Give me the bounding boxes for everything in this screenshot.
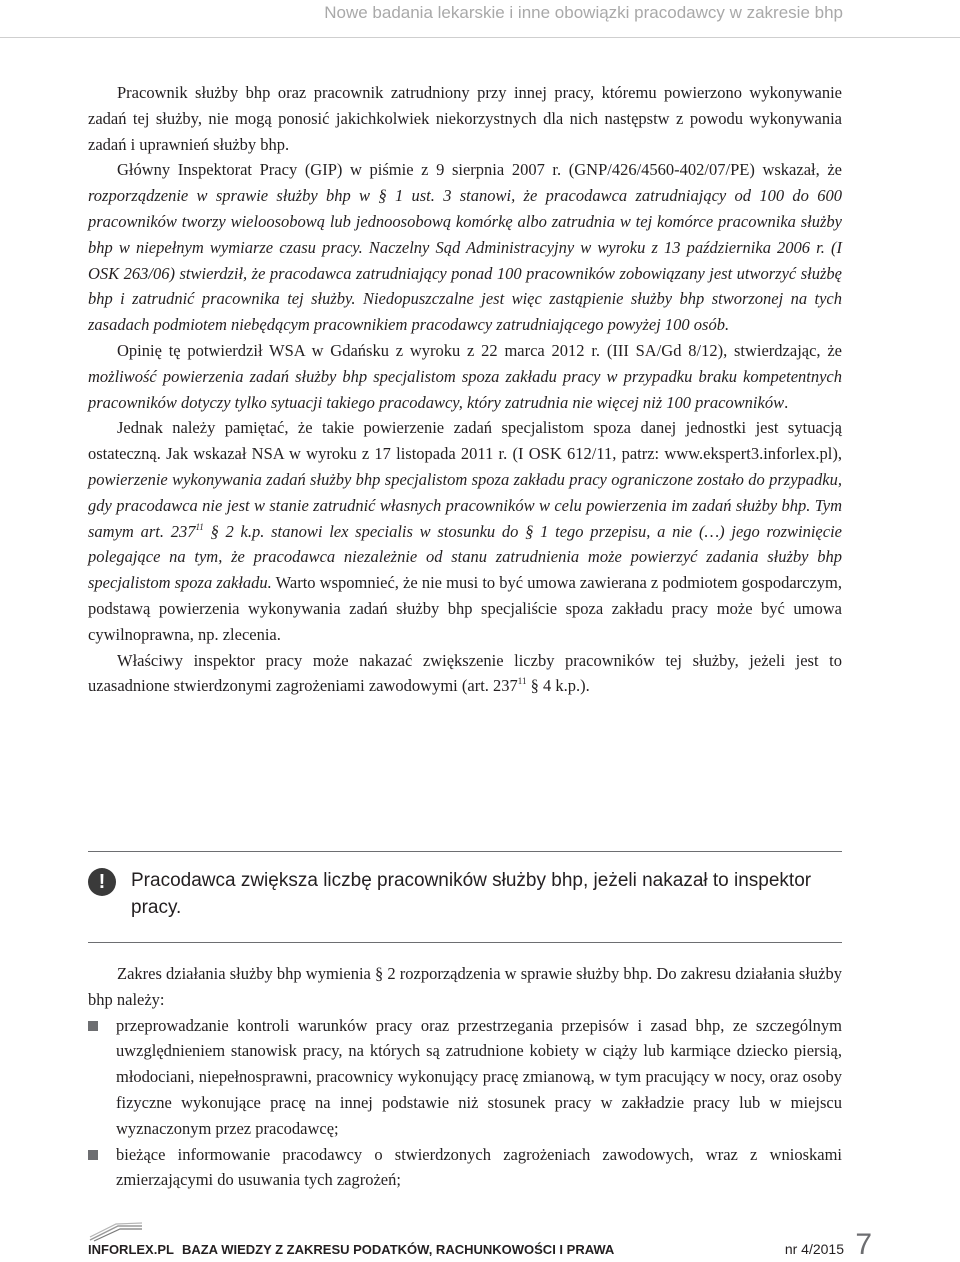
header-title: Nowe badania lekarskie i inne obowiązki pracodawcy w zakresie bhp xyxy=(324,3,843,22)
quote-italic: powierzenie wykonywania zadań służby bhp specjalistom spoza zakładu pracy ograniczone zostało do przypadku, gdy pracodawca nie jest w stanie zatrudnić własnych pracowników w celu powierzenia im zadań służby bhp. Tym samym art. 237 xyxy=(88,469,842,541)
list-item-text: przeprowadzanie kontroli warunków pracy oraz przestrzegania przepisów i zasad bhp, ze szczególnym uwzględnieniem stanowisk pracy, na których są zatrudnione kobiety w ciąży lub karmiące dziecko piersią, młodociani, niepełnosprawni, pracownicy wykonujący pracę zmianową, w tym pracujący w nocy, oraz osoby fizyczne wykonujące pracę na innej podstawie niż stosunek pracy w zakładzie pracy lub w miejscu wyznaczonym przez pracodawcę; xyxy=(116,1015,842,1138)
quote-italic: możliwość powierzenia zadań służby bhp specjalistom spoza zakładu pracy w przypadku braku kompetentnych pracowników dotyczy tylko sytuacji takiego pracodawcy, który zatrudnia nie więcej niż 100 pracowników xyxy=(88,366,842,412)
superscript: 11 xyxy=(517,676,527,687)
quote-italic: Naczelny Sąd Administracyjny w wyroku z 13 października 2006 r. (I OSK 263/06) stwierdził, że pracodawca zatrudniający ponad 100 pracowników zobowiązany jest utworzyć służbę bhp i zatrudnić pracownika tej służby. xyxy=(88,237,842,309)
text: . xyxy=(784,392,789,412)
paragraph xyxy=(88,157,842,338)
main-text-2 xyxy=(88,961,842,1193)
footer-brand xyxy=(88,1242,614,1257)
list-item xyxy=(88,1142,842,1194)
callout-box xyxy=(88,851,842,943)
quote-italic: rozporządzenie w sprawie służby bhp w § 1 ust. 3 stanowi, że pracodawca zatrudniający od 100 do 600 pracowników tworzy wieloosobową lub jednoosobową komórkę albo zatrudnia w tej komórce pracownika służby bhp w niepełnym wymiarze czasu pracy. xyxy=(88,186,842,257)
text: § 4 k.p.). xyxy=(526,676,590,696)
list-item-text: bieżące informowanie pracodawcy o stwierdzonych zagrożeniach zawodowych, wraz z wnioskami zmierzającymi do usuwania tych zagrożeń; xyxy=(116,1144,842,1190)
text: Główny Inspektorat Pracy (GIP) w piśmie z 9 sierpnia 2007 r. (GNP/426/4560-402/07/PE) wskazał, że xyxy=(117,160,842,180)
main-text xyxy=(88,80,842,699)
exclamation-icon: ! xyxy=(88,868,116,896)
bullet-list xyxy=(88,1013,842,1194)
inforlex-logo-icon xyxy=(88,1222,144,1242)
paragraph xyxy=(88,648,842,700)
issue-number: nr 4/2015 xyxy=(784,1241,844,1257)
paragraph xyxy=(88,338,842,415)
footer xyxy=(88,1222,872,1261)
page-number: 7 xyxy=(855,1228,872,1261)
text: Właściwy inspektor pracy może nakazać zwiększenie liczby pracowników tej służby, jeżeli jest to uzasadnione stwierdzonymi zagrożeniami zawodowymi (art. 237 xyxy=(88,650,842,696)
quote-italic: Niedopuszczalne jest więc zastąpienie służby bhp stworzonej na tych zasadach podmiotem niebędącym pracownikiem pracodawcy zatrudniającego powyżej 100 osób. xyxy=(88,289,842,335)
callout-text: Pracodawca zwiększa liczbę pracowników służby bhp, jeżeli nakazał to inspektor pracy. xyxy=(131,870,812,918)
square-bullet-icon xyxy=(88,1150,98,1160)
text: Warto wspomnieć, że nie musi to być umowa zawierana z podmiotem gospodarczym, podstawą powierzenia wykonywania zadań służby bhp specjaliście spoza zakładu pracy może być umowa cywilnoprawna, np. zlecenia. xyxy=(88,573,842,644)
text: Pracownik służby bhp oraz pracownik zatrudniony przy innej pracy, któremu powierzono wykonywanie zadań tej służby, nie mogą ponosić jakichkolwiek niekorzystnych dla nich następstw z powodu wykonywania zadań i uprawnień służby bhp. xyxy=(88,83,842,154)
paragraph xyxy=(88,415,842,647)
paragraph xyxy=(88,80,842,157)
superscript: 11 xyxy=(195,521,204,532)
brand-name: INFORLEX.PL xyxy=(88,1242,174,1257)
text: Jednak należy pamiętać, że takie powierzenie zadań specjalistom spoza danej jednostki jest sytuacją ostateczną. Jak wskazał NSA w wyroku z 17 listopada 2011 r. (I OSK 612/11, patrz: www.ekspert3.inforlex.pl), xyxy=(88,418,842,464)
quote-italic: § 2 k.p. stanowi lex specialis w stosunku do § 1 tego przepisu, a nie (…) jego rozwinięcie polegające na tym, że pracodawca niezależnie od stanu zatrudnienia może powierzyć zadania służby bhp specjalistom spoza zakładu. xyxy=(88,521,842,593)
text: Opinię tę potwierdził WSA w Gdańsku z wyroku z 22 marca 2012 r. (III SA/Gd 8/12), stwierdzając, że xyxy=(117,340,842,360)
list-item xyxy=(88,1013,842,1142)
brand-tagline: BAZA WIEDZY Z ZAKRESU PODATKÓW, RACHUNKOWOŚCI I PRAWA xyxy=(181,1242,615,1257)
running-header xyxy=(0,0,960,38)
paragraph: Zakres działania służby bhp wymienia § 2 rozporządzenia w sprawie służby bhp. Do zakresu działania służby bhp należy: xyxy=(88,964,842,1009)
square-bullet-icon xyxy=(88,1021,98,1031)
